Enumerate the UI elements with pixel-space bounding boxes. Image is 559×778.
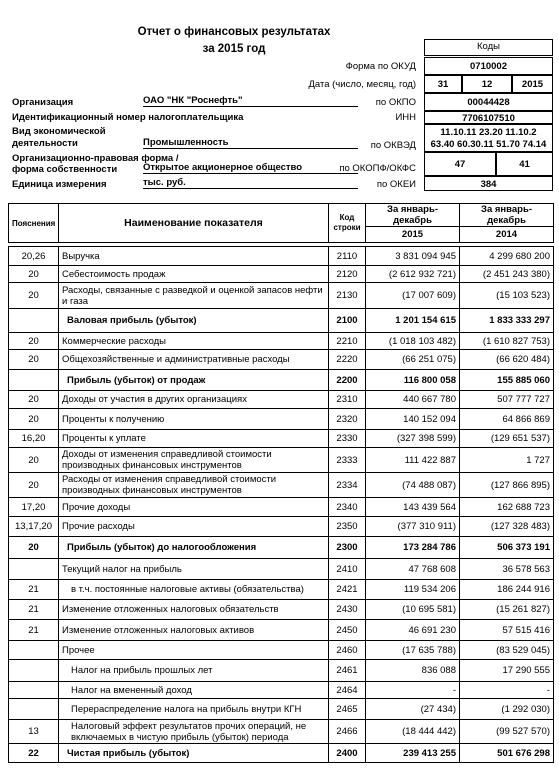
row-note bbox=[9, 309, 59, 333]
okpo-label: по ОКПО bbox=[375, 97, 416, 108]
row-code: 2340 bbox=[329, 498, 366, 517]
row-name: Расходы от изменения справедливой стоимости производных финансовых инструментов bbox=[59, 473, 329, 498]
table-body bbox=[9, 247, 554, 763]
row-name: Себестоимость продаж bbox=[59, 266, 329, 283]
row-note: 20 bbox=[9, 350, 59, 370]
table-row bbox=[9, 247, 554, 266]
table-row bbox=[9, 744, 554, 763]
table-row bbox=[9, 682, 554, 699]
okei-code: 384 bbox=[424, 176, 553, 191]
row-code: 2110 bbox=[329, 247, 366, 266]
row-value-2014: 155 885 060 bbox=[460, 370, 554, 391]
activity-label-2: деятельности bbox=[12, 138, 78, 149]
row-value-2015: (18 444 442) bbox=[366, 720, 460, 744]
row-value-2015: 119 534 206 bbox=[366, 580, 460, 600]
row-name: Проценты к уплате bbox=[59, 430, 329, 448]
row-note bbox=[9, 682, 59, 699]
date-year: 2015 bbox=[512, 75, 553, 93]
okud-code: 0710002 bbox=[424, 57, 553, 75]
table-row bbox=[9, 580, 554, 600]
row-value-2014: 64 866 869 bbox=[460, 409, 554, 430]
row-name: Прочее bbox=[59, 641, 329, 660]
row-value-2015: - bbox=[366, 682, 460, 699]
okud-label: Форма по ОКУД bbox=[345, 61, 416, 72]
row-value-2015: (1 018 103 482) bbox=[366, 333, 460, 350]
row-name: Налог на вмененный доход bbox=[59, 682, 329, 699]
row-note bbox=[9, 641, 59, 660]
row-value-2014: (129 651 537) bbox=[460, 430, 554, 448]
row-value-2014: 501 676 298 bbox=[460, 744, 554, 763]
header-code: Код строки bbox=[329, 204, 366, 243]
table-row bbox=[9, 283, 554, 309]
row-name: Проценты к получению bbox=[59, 409, 329, 430]
codes-header: Коды bbox=[424, 39, 553, 56]
table-row bbox=[9, 391, 554, 409]
row-value-2015: (10 695 581) bbox=[366, 600, 460, 620]
row-name: Доходы от изменения справедливой стоимости производных финансовых инструментов bbox=[59, 448, 329, 473]
row-code: 2333 bbox=[329, 448, 366, 473]
row-note: 20 bbox=[9, 473, 59, 498]
okpo-code: 00044428 bbox=[424, 93, 553, 111]
row-value-2014: (15 261 827) bbox=[460, 600, 554, 620]
row-code: 2120 bbox=[329, 266, 366, 283]
row-code: 2400 bbox=[329, 744, 366, 763]
row-note bbox=[9, 660, 59, 682]
row-name: Коммерческие расходы bbox=[59, 333, 329, 350]
row-code: 2450 bbox=[329, 620, 366, 641]
okei-label: по ОКЕИ bbox=[376, 179, 416, 190]
row-value-2014: (127 328 483) bbox=[460, 517, 554, 537]
row-value-2015: 116 800 058 bbox=[366, 370, 460, 391]
table-row bbox=[9, 600, 554, 620]
table-row bbox=[9, 537, 554, 559]
row-value-2014: 1 727 bbox=[460, 448, 554, 473]
row-code: 2461 bbox=[329, 660, 366, 682]
table-row bbox=[9, 473, 554, 498]
date-day: 31 bbox=[424, 75, 462, 93]
row-value-2015: (17 007 609) bbox=[366, 283, 460, 309]
row-value-2015: 239 413 255 bbox=[366, 744, 460, 763]
table-row bbox=[9, 517, 554, 537]
row-name: Прибыль (убыток) от продаж bbox=[59, 370, 329, 391]
row-name: Изменение отложенных налоговых обязательств bbox=[59, 600, 329, 620]
row-name: Расходы, связанные с разведкой и оценкой запасов нефти и газа bbox=[59, 283, 329, 309]
row-code: 2460 bbox=[329, 641, 366, 660]
row-code: 2320 bbox=[329, 409, 366, 430]
row-name: Изменение отложенных налоговых активов bbox=[59, 620, 329, 641]
row-value-2014: (66 620 484) bbox=[460, 350, 554, 370]
row-note: 20 bbox=[9, 283, 59, 309]
row-code: 2410 bbox=[329, 559, 366, 580]
table-row bbox=[9, 559, 554, 580]
row-value-2014: 57 515 416 bbox=[460, 620, 554, 641]
row-code: 2465 bbox=[329, 699, 366, 720]
inn-field-label: Идентификационный номер налогоплательщика bbox=[12, 112, 244, 123]
report-title: Отчет о финансовых результатах bbox=[137, 26, 331, 38]
row-code: 2130 bbox=[329, 283, 366, 309]
header-notes: Пояснения bbox=[9, 204, 59, 243]
header-year-2: 2014 bbox=[460, 227, 554, 243]
row-value-2014: 36 578 563 bbox=[460, 559, 554, 580]
row-note: 13,17,20 bbox=[9, 517, 59, 537]
row-name: Валовая прибыль (убыток) bbox=[59, 309, 329, 333]
row-code: 2350 bbox=[329, 517, 366, 537]
row-value-2015: 111 422 887 bbox=[366, 448, 460, 473]
row-note: 21 bbox=[9, 620, 59, 641]
header-period-1: За январь-декабрь bbox=[366, 204, 460, 227]
inn-code: 7706107510 bbox=[424, 111, 553, 124]
date-month: 12 bbox=[462, 75, 512, 93]
row-note: 20 bbox=[9, 409, 59, 430]
row-note: 20,26 bbox=[9, 247, 59, 266]
table-row bbox=[9, 333, 554, 350]
row-note: 17,20 bbox=[9, 498, 59, 517]
row-value-2014: 186 244 916 bbox=[460, 580, 554, 600]
row-note bbox=[9, 559, 59, 580]
okved-code: 11.10.11 23.20 11.10.2 63.40 60.30.11 51.70 74.14 bbox=[424, 124, 553, 152]
table-row bbox=[9, 720, 554, 744]
row-note bbox=[9, 699, 59, 720]
row-value-2015: 47 768 608 bbox=[366, 559, 460, 580]
row-note: 22 bbox=[9, 744, 59, 763]
row-value-2015: 1 201 154 615 bbox=[366, 309, 460, 333]
org-value: ОАО "НК "Роснефть" bbox=[143, 95, 358, 107]
row-code: 2100 bbox=[329, 309, 366, 333]
unit-label: Единица измерения bbox=[12, 179, 107, 190]
row-name: Прочие доходы bbox=[59, 498, 329, 517]
row-code: 2220 bbox=[329, 350, 366, 370]
row-name: Чистая прибыль (убыток) bbox=[59, 744, 329, 763]
header-period-2: За январь-декабрь bbox=[460, 204, 554, 227]
row-note: 16,20 bbox=[9, 430, 59, 448]
row-name: Налог на прибыль прошлых лет bbox=[59, 660, 329, 682]
row-value-2014: (1 292 030) bbox=[460, 699, 554, 720]
row-value-2015: 173 284 786 bbox=[366, 537, 460, 559]
row-value-2015: (27 434) bbox=[366, 699, 460, 720]
form-label-2: форма собственности bbox=[12, 164, 118, 175]
row-value-2014: 17 290 555 bbox=[460, 660, 554, 682]
row-note: 20 bbox=[9, 266, 59, 283]
row-note: 21 bbox=[9, 600, 59, 620]
row-value-2015: (2 612 932 721) bbox=[366, 266, 460, 283]
table-row bbox=[9, 309, 554, 333]
row-value-2014: 162 688 723 bbox=[460, 498, 554, 517]
row-value-2015: (327 398 599) bbox=[366, 430, 460, 448]
row-name: Выручка bbox=[59, 247, 329, 266]
table-row bbox=[9, 699, 554, 720]
row-value-2015: (66 251 075) bbox=[366, 350, 460, 370]
row-value-2014: (83 529 045) bbox=[460, 641, 554, 660]
row-name: Перераспределение налога на прибыль внутри КГН bbox=[59, 699, 329, 720]
okopf-code: 47 bbox=[424, 152, 496, 176]
date-label: Дата (число, месяц, год) bbox=[308, 79, 416, 90]
okopf-label: по ОКОПФ/ОКФС bbox=[339, 163, 416, 174]
row-code: 2310 bbox=[329, 391, 366, 409]
table-row bbox=[9, 370, 554, 391]
unit-value: тыс. руб. bbox=[143, 177, 358, 189]
form-label-1: Организационно-правовая форма / bbox=[12, 153, 179, 164]
row-code: 2334 bbox=[329, 473, 366, 498]
row-note bbox=[9, 370, 59, 391]
row-name: Доходы от участия в других организациях bbox=[59, 391, 329, 409]
row-value-2014: 4 299 680 200 bbox=[460, 247, 554, 266]
row-name: в т.ч. постоянные налоговые активы (обязательства) bbox=[59, 580, 329, 600]
row-value-2015: 140 152 094 bbox=[366, 409, 460, 430]
org-label: Организация bbox=[12, 97, 74, 108]
row-note: 21 bbox=[9, 580, 59, 600]
row-note: 20 bbox=[9, 537, 59, 559]
row-code: 2210 bbox=[329, 333, 366, 350]
row-name: Текущий налог на прибыль bbox=[59, 559, 329, 580]
row-code: 2421 bbox=[329, 580, 366, 600]
row-value-2014: - bbox=[460, 682, 554, 699]
financial-results-table bbox=[8, 203, 554, 763]
row-code: 2430 bbox=[329, 600, 366, 620]
okfs-code: 41 bbox=[496, 152, 553, 176]
table-row bbox=[9, 641, 554, 660]
row-name: Общехозяйственные и административные расходы bbox=[59, 350, 329, 370]
row-value-2014: (99 527 570) bbox=[460, 720, 554, 744]
row-value-2015: 143 439 564 bbox=[366, 498, 460, 517]
row-note: 20 bbox=[9, 391, 59, 409]
row-value-2014: 506 373 191 bbox=[460, 537, 554, 559]
table-row bbox=[9, 409, 554, 430]
row-value-2015: 3 831 094 945 bbox=[366, 247, 460, 266]
row-code: 2466 bbox=[329, 720, 366, 744]
activity-label-1: Вид экономической bbox=[12, 126, 106, 137]
row-value-2014: (15 103 523) bbox=[460, 283, 554, 309]
row-code: 2300 bbox=[329, 537, 366, 559]
row-value-2014: (1 610 827 753) bbox=[460, 333, 554, 350]
header-year-1: 2015 bbox=[366, 227, 460, 243]
row-value-2015: (17 635 788) bbox=[366, 641, 460, 660]
row-note: 13 bbox=[9, 720, 59, 744]
row-value-2015: (74 488 087) bbox=[366, 473, 460, 498]
table-row bbox=[9, 430, 554, 448]
row-note: 20 bbox=[9, 448, 59, 473]
table-row bbox=[9, 266, 554, 283]
table-row bbox=[9, 660, 554, 682]
row-code: 2464 bbox=[329, 682, 366, 699]
form-value: Открытое акционерное общество bbox=[143, 162, 358, 174]
header-name: Наименование показателя bbox=[59, 204, 329, 243]
table-row bbox=[9, 620, 554, 641]
row-name: Прибыль (убыток) до налогообложения bbox=[59, 537, 329, 559]
row-value-2015: 836 088 bbox=[366, 660, 460, 682]
row-value-2014: (2 451 243 380) bbox=[460, 266, 554, 283]
row-value-2015: 440 667 780 bbox=[366, 391, 460, 409]
row-value-2014: (127 866 895) bbox=[460, 473, 554, 498]
row-name: Налоговый эффект результатов прочих операций, не включаемых в чистую прибыль (убыток) периода bbox=[59, 720, 329, 744]
row-code: 2330 bbox=[329, 430, 366, 448]
row-name: Прочие расходы bbox=[59, 517, 329, 537]
inn-label: ИНН bbox=[395, 112, 416, 123]
okved-label: по ОКВЭД bbox=[370, 140, 416, 151]
row-value-2015: (377 310 911) bbox=[366, 517, 460, 537]
row-value-2014: 507 777 727 bbox=[460, 391, 554, 409]
report-period: за 2015 год bbox=[202, 43, 266, 55]
table-row bbox=[9, 350, 554, 370]
row-code: 2200 bbox=[329, 370, 366, 391]
table-row bbox=[9, 448, 554, 473]
table-row bbox=[9, 498, 554, 517]
row-value-2014: 1 833 333 297 bbox=[460, 309, 554, 333]
row-value-2015: 46 691 230 bbox=[366, 620, 460, 641]
row-note: 20 bbox=[9, 333, 59, 350]
activity-value: Промышленность bbox=[143, 137, 358, 149]
